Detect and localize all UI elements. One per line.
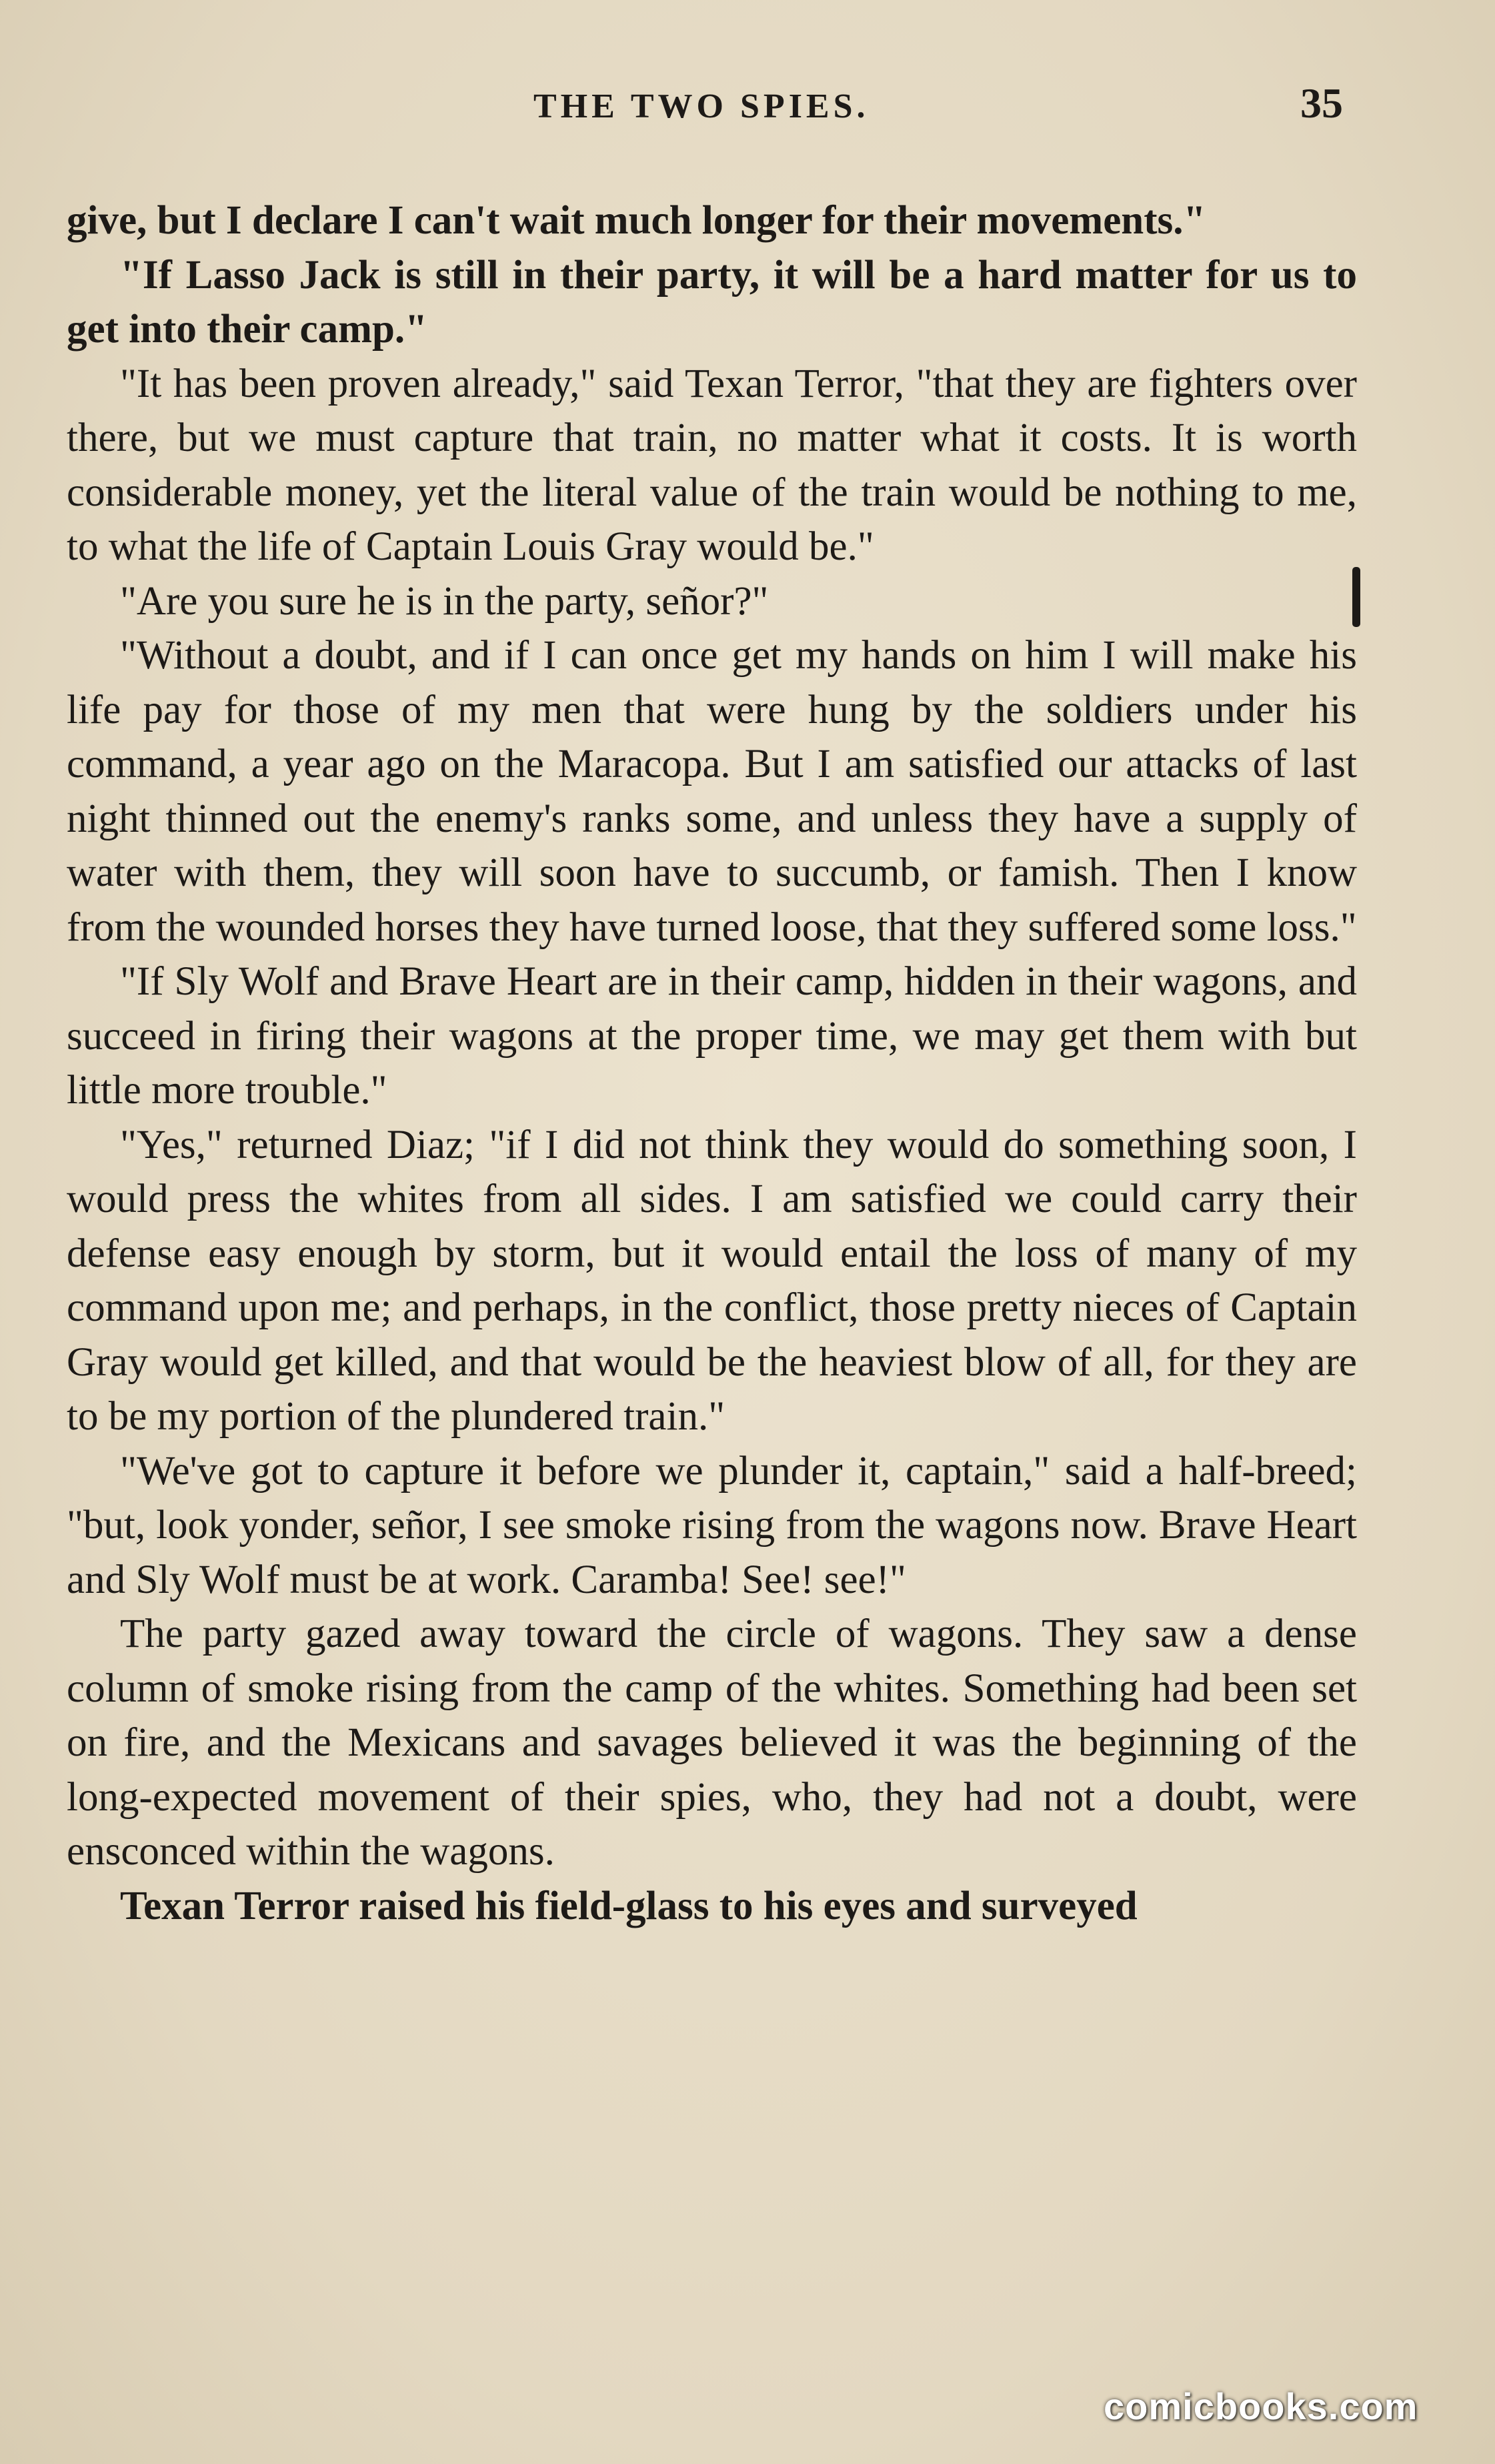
paragraph-10: Texan Terror raised his field-glass to his eyes and surveyed (120, 1883, 1138, 1928)
paragraph-3: "It has been proven already," said Texan Terror, "that they are fighters over there, but we must capture that train, no matter what it costs. It is worth considerable money, yet the literal value of the train would be nothing to me, to what the life of Captain Louis Gray would be." (67, 361, 1357, 569)
watermark: comicbooks.com (1104, 2385, 1418, 2427)
paragraph-1: give, but I declare I can't wait much longer for their movements." (67, 198, 1206, 243)
running-head (0, 79, 1495, 133)
paragraph-8: "We've got to capture it before we plunder it, captain," said a half-breed; "but, look yonder, señor, I see smoke rising from the wagons now. Brave Heart and Sly Wolf must be at work. Caramba! See! see!" (67, 1448, 1357, 1602)
running-head-title: THE TWO SPIES. (533, 87, 870, 125)
body-text (67, 193, 1357, 1933)
paragraph-4: "Are you sure he is in the party, señor?" (120, 578, 769, 624)
paragraph-5: "Without a doubt, and if I can once get my hands on him I will make his life pay for those of my men that were hung by the soldiers under his command, a year ago on the Maracopa. But I am satisfied our attacks of last night thinned out the enemy's ranks some, and unless they have a supply of water with them, they will soon have to succumb, or famish. Then I know from the wounded horses they have turned loose, that they suffered some loss." (67, 633, 1357, 950)
paragraph-2: "If Lasso Jack is still in their party, it will be a hard matter for us to get into their camp." (67, 252, 1357, 352)
paragraph-6: "If Sly Wolf and Brave Heart are in their camp, hidden in their wagons, and succeed in firing their wagons at the proper time, we may get them with but little more trouble." (67, 959, 1357, 1113)
paragraph-7: "Yes," returned Diaz; "if I did not think they would do something soon, I would press the whites from all sides. I am satisfied we could carry their defense easy enough by storm, but it would entail the loss of many of my command upon me; and perhaps, in the conflict, those pretty nieces of Captain Gray would get killed, and that would be the heaviest blow of all, for they are to be my portion of the plundered train." (67, 1122, 1357, 1439)
page-number: 35 (1300, 79, 1343, 127)
paragraph-9: The party gazed away toward the circle of wagons. They saw a dense column of smoke rising from the camp of the whites. Something had been set on fire, and the Mexicans and savages believed it was the beginning of the long-expected movement of their spies, who, they had not a doubt, were ensconced within the wagons. (67, 1612, 1357, 1874)
